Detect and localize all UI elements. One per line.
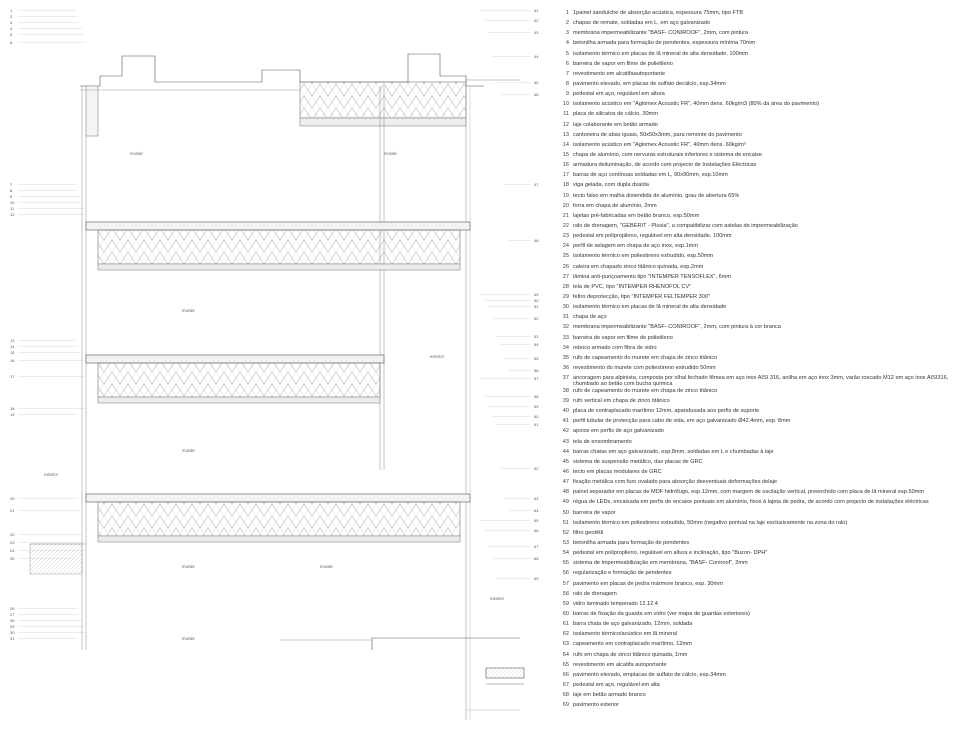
legend-number: 68 <box>562 692 569 699</box>
legend-item <box>557 601 957 611</box>
legend-number: 18 <box>562 182 569 189</box>
left-tag: 10 <box>10 200 15 205</box>
legend-text: pedestal em polipropileno, regulável em altura e inclinação, tipo "Buzon- DPH" <box>573 550 768 557</box>
left-tag: 17 <box>10 374 15 379</box>
legend-number: 49 <box>562 499 569 506</box>
legend-text: perfil de selagem em chapa de aço inox, esp.1mm <box>573 243 698 250</box>
right-tag: 55 <box>534 356 539 361</box>
right-tag: 68 <box>534 556 539 561</box>
right-tag: 42 <box>534 18 539 23</box>
legend-number: 67 <box>562 681 569 688</box>
legend-text: regularização e formação de pendentes <box>573 570 672 577</box>
legend-text: chapa de aço <box>573 314 607 321</box>
room-label: exterior <box>430 354 444 359</box>
legend-text: betonilha armada para formação de pendentes, espessura mínima 70mm <box>573 40 756 47</box>
right-tag: 62 <box>534 466 539 471</box>
legend-item <box>557 243 957 253</box>
legend-number: 24 <box>562 243 569 250</box>
legend-item <box>557 355 957 365</box>
right-tags <box>534 8 539 581</box>
legend-item <box>557 662 957 672</box>
right-tag: 52 <box>534 316 539 321</box>
right-tag: 61 <box>534 422 539 427</box>
legend-number: 37 <box>562 375 569 382</box>
legend-text: painel separador em placas de MDF hidrófugo, esp.12mm, com margem de oscilação vertical, preenchido com placa de lã mineral esp.50mm <box>573 489 925 496</box>
left-tag: 28 <box>10 618 15 623</box>
floor-slab-1 <box>86 222 470 270</box>
left-tag: 1 <box>10 8 13 13</box>
legend-item <box>557 324 957 334</box>
legend-number: 20 <box>562 202 569 209</box>
legend-number: 47 <box>562 479 569 486</box>
legend-item <box>557 345 957 355</box>
left-tag: 27 <box>10 612 15 617</box>
room-label: murale <box>182 564 195 569</box>
legend-item <box>557 418 957 428</box>
room-label: exterior <box>490 596 504 601</box>
legend-item <box>557 101 957 111</box>
left-tag: 21 <box>10 508 15 513</box>
legend-text: ralo de drenagem, "GEBERIT - Pluvia", a compatibilizar com astelas de impermeabilização <box>573 222 798 229</box>
legend-text: chapa de alumínio, com nervuras estruturais inferiores e sistema de encaixe <box>573 151 763 158</box>
legend-number: 25 <box>562 253 569 260</box>
legend-item <box>557 459 957 469</box>
room-label: exterior <box>44 472 58 477</box>
legend-number: 36 <box>562 364 569 371</box>
legend-text: 1painel sanduíche de absorção acústica, espessura 75mm, tipo FTB <box>573 10 744 16</box>
legend-item <box>557 550 957 560</box>
legend-text: revestimento em alcatifa autoportante <box>573 661 667 668</box>
legend-number: 64 <box>562 651 569 658</box>
legend-number: 62 <box>562 631 569 638</box>
right-tag: 45 <box>534 80 539 85</box>
legend-text: régua de LEDs, encaixada em perfis de encaixe pontuais em alumínio, fixos à lajeta de pedra, de acordo com projecto de instalações eléctricas <box>573 499 929 506</box>
floor-slab-3 <box>86 494 470 542</box>
legend-number: 7 <box>565 70 569 77</box>
legend-number: 65 <box>562 661 569 668</box>
right-tag: 46 <box>534 92 539 97</box>
legend-item <box>557 652 957 662</box>
legend-text: isolamento acústico em "Aglomex Acoustic FR", 40mm dens. 60kg/m³ <box>573 141 746 148</box>
legend-text: reboco armado com fibra de vidro <box>573 344 657 351</box>
left-tag: 18 <box>10 406 15 411</box>
floor-slab-2 <box>86 355 384 403</box>
right-tag: 43 <box>534 30 539 35</box>
legend-item <box>557 71 957 81</box>
right-tag: 44 <box>534 54 539 59</box>
legend-number: 59 <box>562 600 569 607</box>
right-tag: 69 <box>534 576 539 581</box>
legend-item <box>557 182 957 192</box>
right-tag: 67 <box>534 544 539 549</box>
legend-text: barra chata de aço galvanizado, 12mm, soldada <box>573 621 693 628</box>
legend-number: 11 <box>563 111 569 118</box>
right-tag: 58 <box>534 394 539 399</box>
left-tag: 29 <box>10 624 15 629</box>
legend-text: lâmina anti-punçoamento tipo "INTEMPER TENSOFLEX", 6mm <box>573 273 732 280</box>
legend-number: 35 <box>562 354 569 361</box>
legend-item <box>557 314 957 324</box>
room-label: murale <box>182 636 195 641</box>
legend-text: filtro geotêtil <box>573 529 604 536</box>
legend-text: betonilha armada para formação de pendentes <box>573 539 690 546</box>
legend-item <box>557 223 957 233</box>
right-tag: 41 <box>534 8 539 13</box>
legend-number: 9 <box>565 91 569 98</box>
legend-number: 10 <box>562 101 569 108</box>
legend-item <box>557 570 957 580</box>
legend <box>557 10 957 712</box>
roof-slab <box>80 54 520 136</box>
room-label: murale <box>130 151 143 156</box>
legend-number: 6 <box>565 60 569 67</box>
legend-text: rufo de capeamento do murete em chapa de zinco titânico <box>573 354 718 361</box>
legend-text: feltro deprotecção, tipo "INTEMPER FELTEMPER 300" <box>573 293 710 300</box>
legend-text: barras chatas em aço galvanizado, esp.8mm, soldadas em L e chumbadas à laje <box>573 448 774 455</box>
right-tag: 50 <box>534 298 539 303</box>
legend-text: rufo de capeamento do murete em chapa de zinco titânico <box>573 387 718 394</box>
right-tag: 57 <box>534 376 539 381</box>
legend-number: 66 <box>562 671 569 678</box>
legend-item <box>557 152 957 162</box>
legend-item <box>557 449 957 459</box>
legend-item <box>557 264 957 274</box>
legend-item <box>557 469 957 479</box>
legend-number: 34 <box>562 344 569 351</box>
legend-item <box>557 479 957 489</box>
left-tag: 5 <box>10 32 13 37</box>
legend-number: 41 <box>562 418 569 425</box>
legend-text: membrana impermeabilizante "BASF- CONIROOF", 2mm, com pintura à cor branca <box>573 324 781 331</box>
legend-text: ralo de drenagem <box>573 590 617 597</box>
legend-item <box>557 335 957 345</box>
legend-item <box>557 284 957 294</box>
legend-item <box>557 408 957 418</box>
legend-number: 27 <box>562 273 569 280</box>
legend-text: laje em betão armado branco <box>573 692 646 699</box>
left-tag: 23 <box>10 540 15 545</box>
legend-item <box>557 621 957 631</box>
legend-item <box>557 398 957 408</box>
left-tag: 20 <box>10 496 15 501</box>
legend-text: chapas de remate, soldadas em L, em aço galvanizado <box>573 20 711 27</box>
legend-item <box>557 682 957 692</box>
legend-number: 12 <box>562 121 569 128</box>
legend-number: 53 <box>562 539 569 546</box>
legend-text: pavimento elevado, em placas de sulfato decálcio, esp.34mm <box>573 80 726 87</box>
legend-text: forra em chapa de alumínio, 2mm <box>573 202 657 209</box>
left-tag: 30 <box>10 630 15 635</box>
legend-number: 15 <box>562 151 569 158</box>
legend-number: 61 <box>562 621 569 628</box>
legend-number: 42 <box>562 428 569 435</box>
legend-number: 14 <box>562 141 569 148</box>
legend-number: 56 <box>562 570 569 577</box>
legend-text: barras de fixação da guarda em vidro (ver mapa de guardas exteriores) <box>573 610 750 617</box>
legend-text: isolamento térmico em poliestireno extrudido, esp.50mm <box>573 253 714 260</box>
legend-text: tecto falso em malha distendida de alumínio, grau de abertura 65% <box>573 192 740 199</box>
legend-text: isolamento térmico em placas de lã mineral de alta densidade <box>573 304 727 311</box>
legend-text: placa de contraplacado marítimo 12mm, aparafusada aos perfis de suporte <box>573 408 760 415</box>
legend-text: revestimento em alcatifaautoportante <box>573 70 666 77</box>
left-tag: 2 <box>10 14 13 19</box>
legend-item <box>557 81 957 91</box>
legend-item <box>557 51 957 61</box>
legend-number: 3 <box>565 30 569 37</box>
legend-number: 31 <box>562 314 569 321</box>
legend-item <box>557 233 957 243</box>
legend-item <box>557 10 957 20</box>
legend-text: laje colaborante em betão armado <box>573 121 658 128</box>
legend-number: 28 <box>562 283 569 290</box>
legend-number: 55 <box>562 560 569 567</box>
legend-item <box>557 520 957 530</box>
legend-number: 19 <box>562 192 569 199</box>
legend-text: caleira em chapado zinco titânico quinada, esp.2mm <box>573 263 704 270</box>
left-tag: 8 <box>10 188 13 193</box>
right-tag: 63 <box>534 496 539 501</box>
legend-text: lajetas pré-fabricadas em betão branco, esp.50mm <box>573 212 700 219</box>
legend-text: pedestal em polipropileno, regulável em alta densidade, 100mm <box>573 233 732 240</box>
legend-number: 17 <box>562 172 569 179</box>
legend-text: rufo vertical em chapa de zinco titânico <box>573 398 670 405</box>
left-tag: 4 <box>10 26 13 31</box>
legend-text: fixação metálica com furo ovalado para absorção deeventuais deformações delaje <box>573 479 777 486</box>
legend-text: vidro laminado temperado 12.12.4 <box>573 600 658 607</box>
legend-item <box>557 142 957 152</box>
legend-text: barreira de vapor em filme de polietileno <box>573 334 673 341</box>
left-tag: 26 <box>10 606 15 611</box>
legend-text: isolamento térmico em poliestireno extrudido, 50mm (negativo pontual na laje exclusivamente na zona do ralo) <box>573 519 848 526</box>
legend-item <box>557 692 957 702</box>
legend-text: revestimento do murete com poliestireno extrudido 50mm <box>573 364 716 371</box>
legend-text: tecto em placas modulares de GRC <box>573 469 662 475</box>
legend-number: 48 <box>562 489 569 496</box>
legend-number: 26 <box>562 263 569 270</box>
left-tag: 12 <box>10 212 15 217</box>
legend-text: barras de aço contínuas soldadas em L, 90x90mm, esp.10mm <box>573 172 728 179</box>
legend-number: 2 <box>565 20 569 27</box>
legend-item <box>557 122 957 132</box>
legend-text: pavimento em placas de pedra mármore branco, esp. 30mm <box>573 580 723 587</box>
left-tag: 11 <box>10 206 15 211</box>
room-label: murale <box>182 448 195 453</box>
left-tag: 25 <box>10 556 15 561</box>
legend-item <box>557 560 957 570</box>
right-tag: 65 <box>534 518 539 523</box>
left-tag: 6 <box>10 40 13 45</box>
left-tag: 14 <box>10 344 15 349</box>
right-tag: 54 <box>534 342 539 347</box>
legend-text: perfil tubular de protecção para cabo de vida, em aço galvanizado Ø42.4mm, esp. 8mm <box>573 418 791 425</box>
legend-text: barreira de vapor <box>573 509 616 516</box>
legend-number: 51 <box>562 519 569 526</box>
legend-text: pavimento exterior <box>573 702 620 709</box>
legend-item <box>557 530 957 540</box>
legend-item <box>557 111 957 121</box>
left-tag: 7 <box>10 182 13 187</box>
legend-text: capeamento em contraplacado marítimo, 12mm <box>573 641 692 648</box>
legend-item <box>557 489 957 499</box>
legend-item <box>557 162 957 172</box>
legend-number: 39 <box>562 398 569 405</box>
right-tag: 49 <box>534 292 539 297</box>
legend-text: sistema de impermeabilização em membrana, "BASF- Coniroof", 2mm <box>573 560 748 567</box>
legend-item <box>557 30 957 40</box>
legend-number: 52 <box>562 529 569 536</box>
legend-text: isolamento térmico/acústico em lã mineral <box>573 631 678 638</box>
right-tag: 64 <box>534 508 539 513</box>
left-tag: 22 <box>10 532 15 537</box>
legend-number: 46 <box>562 469 569 475</box>
legend-item <box>557 40 957 50</box>
legend-number: 45 <box>562 458 569 465</box>
legend-item <box>557 365 957 375</box>
legend-item <box>557 213 957 223</box>
right-tag: 66 <box>534 528 539 533</box>
legend-text: placa de silicatos de cálcio, 30mm <box>573 111 658 118</box>
legend-item <box>557 132 957 142</box>
right-tag: 47 <box>534 182 539 187</box>
legend-item <box>557 304 957 314</box>
legend-text: tela de ensombramento <box>573 438 632 445</box>
legend-text: membrana impermeabilizante "BASF- CONIROOF", 2mm, com pintura <box>573 30 749 37</box>
legend-text: pedestal em aço, regulável em alta <box>573 681 660 688</box>
legend-text: isolamento térmico em placas de lã mineral de alta densidade, 100mm <box>573 50 749 57</box>
left-tag: 31 <box>10 636 15 641</box>
right-tag: 51 <box>534 304 539 309</box>
legend-number: 30 <box>562 304 569 311</box>
legend-item <box>557 172 957 182</box>
legend-item <box>557 641 957 651</box>
room-label: murale <box>320 564 333 569</box>
legend-item <box>557 253 957 263</box>
left-tag: 3 <box>10 20 13 25</box>
legend-text: tela de PVC, tipo "INTEMPER RHENOFOL CV" <box>573 283 692 290</box>
legend-text: apoios em perfis de aço galvanizado <box>573 428 664 435</box>
legend-number: 44 <box>562 448 569 455</box>
legend-number: 43 <box>562 438 569 445</box>
legend-item <box>557 591 957 601</box>
legend-number: 21 <box>562 212 569 219</box>
legend-item <box>557 581 957 591</box>
legend-item <box>557 499 957 509</box>
legend-item <box>557 672 957 682</box>
legend-item <box>557 375 957 388</box>
left-tag: 13 <box>10 338 15 343</box>
legend-number: 32 <box>562 324 569 331</box>
legend-number: 50 <box>562 509 569 516</box>
right-tag: 60 <box>534 414 539 419</box>
legend-number: 23 <box>562 233 569 240</box>
legend-number: 29 <box>562 293 569 300</box>
legend-text: armadura deiluminação, de acordo com projecto de Instalações Eléctricas <box>573 162 757 169</box>
legend-number: 60 <box>562 610 569 617</box>
left-tag: 24 <box>10 548 15 553</box>
legend-text: cantoneira de abas iguais, 50x50x3mm, para remonte do pavimento <box>573 131 742 138</box>
legend-number: 33 <box>562 334 569 341</box>
legend-text: pedestal em aço, regulável em altura <box>573 91 665 98</box>
legend-number: 69 <box>562 702 569 709</box>
legend-number: 40 <box>562 408 569 415</box>
left-tag: 16 <box>10 358 15 363</box>
legend-text: isolamento acústico em "Aglomex Acoustic FR", 40mm dens. 60kg/m3 (80% da área do pavimento) <box>573 101 820 108</box>
legend-number: 1 <box>565 10 569 16</box>
legend-item <box>557 91 957 101</box>
legend-number: 38 <box>562 387 569 394</box>
legend-number: 13 <box>562 131 569 138</box>
room-label: murale <box>182 308 195 313</box>
legend-item <box>557 428 957 438</box>
legend-text: viga gelada, com dupla dsaída <box>573 182 649 189</box>
legend-text: sistema de suspensão metálico, das placas de GRC <box>573 458 703 465</box>
legend-item <box>557 20 957 30</box>
legend-item <box>557 294 957 304</box>
left-tag: 19 <box>10 412 15 417</box>
legend-text: rufo em chapa de zinco titânico quinada, 1mm <box>573 651 688 658</box>
right-tag: 59 <box>534 404 539 409</box>
legend-number: 5 <box>565 50 569 57</box>
legend-item <box>557 388 957 398</box>
legend-number: 4 <box>565 40 569 47</box>
legend-number: 54 <box>562 550 569 557</box>
legend-item <box>557 274 957 284</box>
legend-text: ancoragem para alpinista, composta por olhal fechado fêmea em aço inox AISI 316, anilha em aço inox 3mm, varão roscado M12 em aço inox AISI316, chumbado ao betão com bucha química <box>573 375 949 388</box>
legend-item <box>557 540 957 550</box>
legend-number: 57 <box>562 580 569 587</box>
right-tag: 56 <box>534 368 539 373</box>
legend-number: 16 <box>562 162 569 169</box>
legend-item <box>557 510 957 520</box>
legend-item <box>557 203 957 213</box>
legend-item <box>557 61 957 71</box>
legend-text: pavimento elevado, emplacas de sulfato de cálcio, esp.34mm <box>573 671 726 678</box>
terrace <box>280 638 524 710</box>
right-tag: 53 <box>534 334 539 339</box>
legend-item <box>557 631 957 641</box>
legend-number: 22 <box>562 222 569 229</box>
room-label: murale <box>384 151 397 156</box>
legend-number: 58 <box>562 590 569 597</box>
left-tag: 15 <box>10 350 15 355</box>
legend-number: 8 <box>565 80 569 87</box>
legend-item <box>557 611 957 621</box>
legend-item <box>557 439 957 449</box>
left-tags <box>10 8 15 641</box>
legend-item <box>557 702 957 712</box>
legend-number: 63 <box>562 641 569 648</box>
legend-text: barreira de vapor em filme de polietileno <box>573 60 673 67</box>
left-tag: 9 <box>10 194 13 199</box>
right-tag: 48 <box>534 238 539 243</box>
legend-item <box>557 193 957 203</box>
